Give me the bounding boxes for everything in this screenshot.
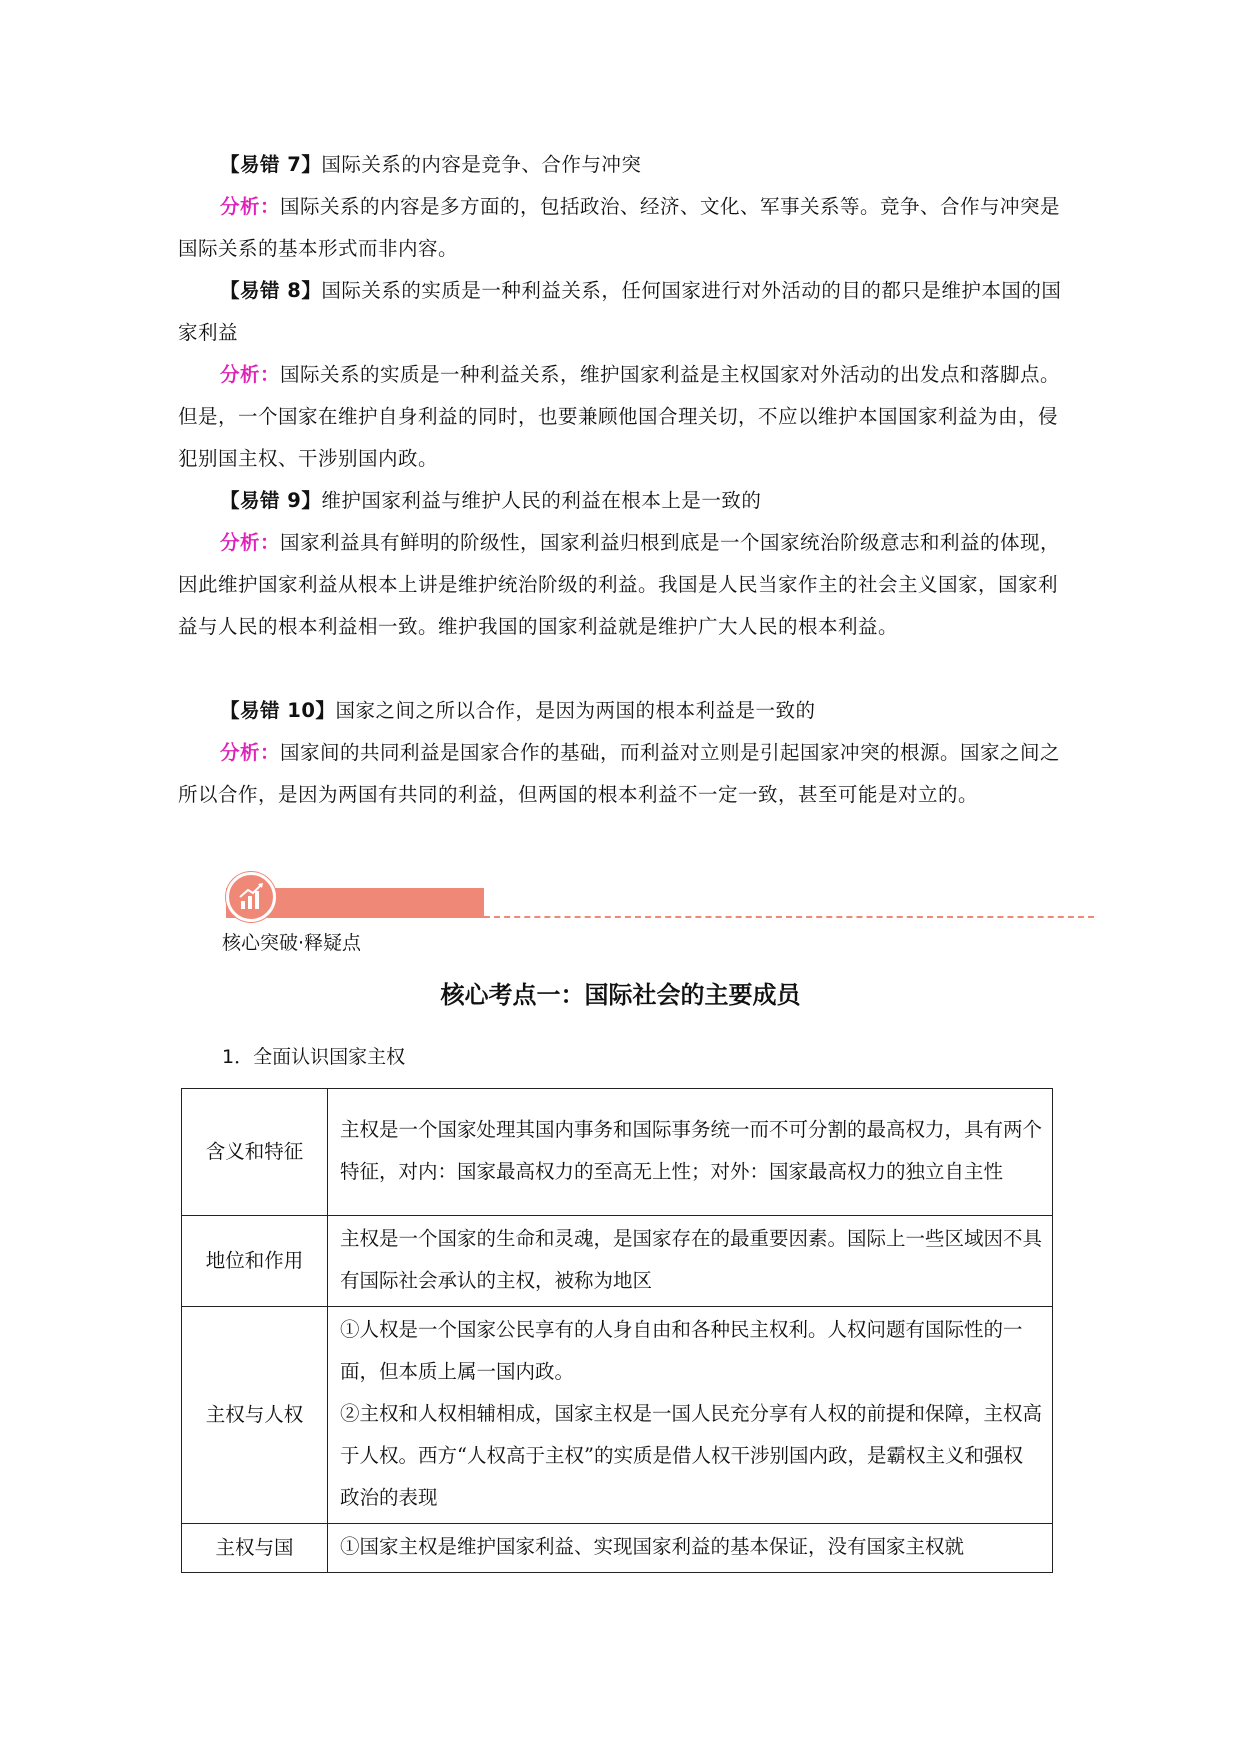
- item-statement: 维护国家利益与维护人民的利益在根本上是一致的: [321, 489, 762, 512]
- subheading: 1．全面认识国家主权: [222, 1046, 406, 1068]
- item-8-analysis: [178, 354, 1062, 480]
- item-tag: 【易错 7】: [220, 153, 322, 176]
- item-statement: 国家之间之所以合作，是因为两国的根本利益是一致的: [335, 699, 816, 722]
- item-tag: 【易错 10】: [220, 699, 336, 722]
- content-line: ①人权是一个国家公民享有的人身自由和各种民主权利。人权问题有国际性的一面，但本质上属一国内政。: [340, 1318, 1023, 1383]
- item-10-statement: [178, 690, 1062, 732]
- row-content: ①国家主权是维护国家利益、实现国家利益的基本保证，没有国家主权就: [328, 1524, 1053, 1573]
- analysis-text: 国家利益具有鲜明的阶级性，国家利益归根到底是一个国家统治阶级意志和利益的体现，因此维护国家利益从根本上讲是维护统治阶级的利益。我国是人民当家作主的社会主义国家，国家利益与人民的根本利益相一致。维护我国的国家利益就是维护广大人民的根本利益。: [178, 531, 1061, 638]
- row-content: 主权是一个国家的生命和灵魂，是国家存在的最重要因素。国际上一些区域因不具有国际社会承认的主权，被称为地区: [328, 1216, 1053, 1307]
- item-8-statement: [178, 270, 1062, 354]
- analysis-text: 国际关系的实质是一种利益关系，维护国家利益是主权国家对外活动的出发点和落脚点。但是，一个国家在维护自身利益的同时，也要兼顾他国合理关切，不应以维护本国国家利益为由，侵犯别国主权、干涉别国内政。: [178, 363, 1061, 470]
- table-row: [182, 1524, 1053, 1573]
- analysis-text: 国家间的共同利益是国家合作的基础，而利益对立则是引起国家冲突的根源。国家之间之所以合作，是因为两国有共同的利益，但两国的根本利益不一定一致，甚至可能是对立的。: [178, 741, 1061, 806]
- table-row: [182, 1216, 1053, 1307]
- sovereignty-table: [181, 1088, 1053, 1573]
- row-header: 主权与人权: [182, 1307, 328, 1524]
- row-header: 地位和作用: [182, 1216, 328, 1307]
- chart-growth-icon: [226, 872, 276, 922]
- item-9-statement: [178, 480, 1062, 522]
- section-divider: [484, 916, 1094, 918]
- content-line: ②主权和人权相辅相成，国家主权是一国人民充分享有人权的前提和保障，主权高于人权。西方“人权高于主权”的实质是借人权干涉别国内政，是霸权主义和强权政治的表现: [340, 1402, 1043, 1509]
- item-statement: 国际关系的实质是一种利益关系，任何国家进行对外活动的目的都只是维护本国的国家利益: [178, 279, 1062, 344]
- table-row: [182, 1089, 1053, 1216]
- row-content: [328, 1307, 1053, 1524]
- item-10-analysis: [178, 732, 1062, 816]
- page-heading: 核心考点一：国际社会的主要成员: [440, 981, 801, 1009]
- item-tag: 【易错 9】: [220, 489, 322, 512]
- item-7-statement: [178, 144, 1062, 186]
- section-label: 核心突破·释疑点: [222, 932, 362, 954]
- row-content: 主权是一个国家处理其国内事务和国际事务统一而不可分割的最高权力，具有两个特征，对内：国家最高权力的至高无上性；对外：国家最高权力的独立自主性: [328, 1089, 1053, 1216]
- table-row: [182, 1307, 1053, 1524]
- analysis-label: 分析：: [220, 531, 281, 554]
- item-statement: 国际关系的内容是竞争、合作与冲突: [321, 153, 642, 176]
- item-9-analysis: [178, 522, 1062, 648]
- analysis-text: 国际关系的内容是多方面的，包括政治、经济、文化、军事关系等。竞争、合作与冲突是国际关系的基本形式而非内容。: [178, 195, 1061, 260]
- item-tag: 【易错 8】: [220, 279, 322, 302]
- item-7-analysis: [178, 186, 1062, 270]
- analysis-label: 分析：: [220, 363, 281, 386]
- row-header: 含义和特征: [182, 1089, 328, 1216]
- analysis-label: 分析：: [220, 741, 281, 764]
- analysis-label: 分析：: [220, 195, 281, 218]
- row-header: 主权与国: [182, 1524, 328, 1573]
- chart-growth-icon-glyph: [229, 875, 273, 919]
